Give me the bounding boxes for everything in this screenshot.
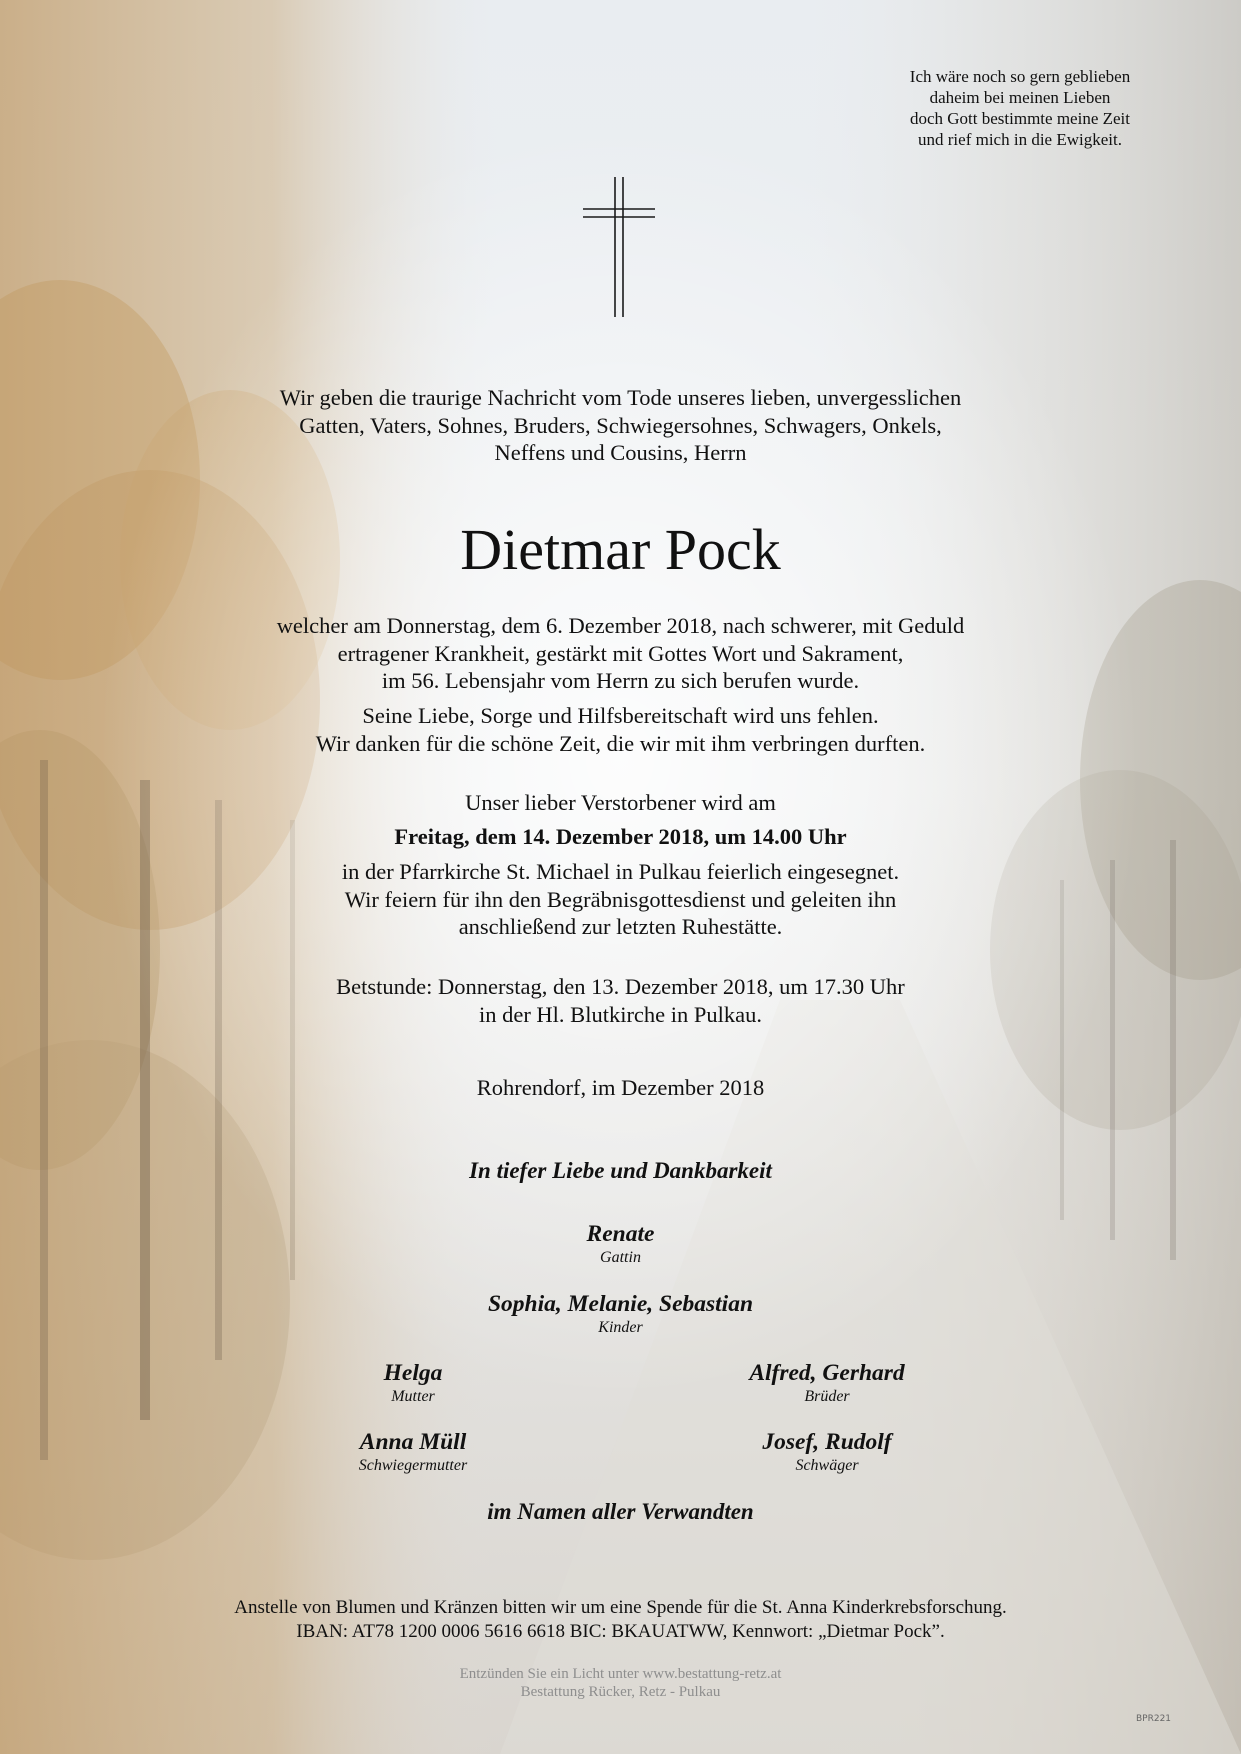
death-notice-line: im 56. Lebensjahr vom Herrn zu sich berufen wurde. [381,668,860,693]
print-code: BPR221 [1136,1714,1172,1724]
family-member-relation: Kinder [598,1319,643,1336]
death-notice-line: ertragener Krankheit, gestärkt mit Gottes Wort und Sakrament, [337,640,904,666]
family-member-name: Josef, Rudolf [762,1429,892,1455]
funeral-line: in der Pfarrkirche St. Michael in Pulkau feierlich eingesegnet. [341,859,900,884]
tribute-line: Wir danken für die schöne Zeit, die wir mit ihm verbringen durften. [315,730,926,756]
memorial-poem [860,66,1180,150]
closing-line: im Namen aller Verwandten [487,1499,754,1524]
family-mother-in-law [203,1428,623,1475]
intro-line: Neffens und Cousins, Herrn [494,440,747,465]
prayer-hour-line: Betstunde: Donnerstag, den 13. Dezember 2018, um 17.30 Uhr [336,974,905,999]
donation-line: Anstelle von Blumen und Kränzen bitten wir um eine Spende für die St. Anna Kinderkrebsforschung. [234,1597,1007,1618]
intro-line: Gatten, Vaters, Sohnes, Bruders, Schwiegersohnes, Schwagers, Onkels, [299,412,942,438]
latin-cross-icon [583,177,655,317]
family-member-name: Helga [383,1360,443,1386]
death-notice [0,612,1241,695]
family-member-name: Renate [586,1221,655,1247]
intro-line: Wir geben die traurige Nachricht vom Tode unseres lieben, unvergesslichen [279,385,962,410]
announcement-intro [0,384,1241,467]
donation-line: IBAN: AT78 1200 0006 5616 6618 BIC: BKAUATWW, Kennwort: „Dietmar Pock”. [296,1621,945,1642]
prayer-hour [0,973,1241,1028]
family-brothers [617,1359,1037,1406]
funeral-details [0,858,1241,941]
footer-line: Bestattung Rücker, Retz - Pulkau [520,1684,721,1700]
funeral-date: Freitag, dem 14. Dezember 2018, um 14.00 Uhr [394,824,847,849]
family-member-name: Alfred, Gerhard [749,1360,905,1386]
family-member-relation: Schwäger [795,1457,859,1474]
funeral-home-footer [0,1665,1241,1701]
family-mother [203,1359,623,1406]
poem-line: doch Gott bestimmte meine Zeit [909,109,1130,128]
family-member-relation: Brüder [804,1388,850,1405]
funeral-intro: Unser lieber Verstorbener wird am [465,790,776,815]
family-member-relation: Schwiegermutter [358,1457,468,1474]
tribute-line: Seine Liebe, Sorge und Hilfsbereitschaft wird uns fehlen. [362,703,879,728]
family-children [0,1290,1241,1337]
family-brothers-in-law [617,1428,1037,1475]
family-member-name: Sophia, Melanie, Sebastian [487,1291,754,1317]
signature-title: In tiefer Liebe und Dankbarkeit [469,1158,772,1183]
funeral-line: anschließend zur letzten Ruhestätte. [458,914,783,939]
funeral-line: Wir feiern für ihn den Begräbnisgottesdienst und geleiten ihn [344,886,897,912]
place-date: Rohrendorf, im Dezember 2018 [476,1075,765,1100]
footer-line: Entzünden Sie ein Licht unter www.bestattung-retz.at [459,1666,782,1682]
deceased-name: Dietmar Pock [460,517,781,582]
family-member-relation: Gattin [600,1249,641,1266]
death-notice-line: welcher am Donnerstag, dem 6. Dezember 2018, nach schwerer, mit Geduld [276,613,965,638]
family-spouse [0,1220,1241,1267]
donation-request [0,1596,1241,1644]
prayer-hour-line: in der Hl. Blutkirche in Pulkau. [478,1001,763,1027]
family-member-relation: Mutter [391,1388,435,1405]
family-member-name: Anna Müll [359,1429,467,1455]
poem-line: und rief mich in die Ewigkeit. [918,130,1122,149]
poem-line: daheim bei meinen Lieben [929,88,1111,107]
tribute [0,702,1241,757]
poem-line: Ich wäre noch so gern geblieben [909,67,1131,86]
